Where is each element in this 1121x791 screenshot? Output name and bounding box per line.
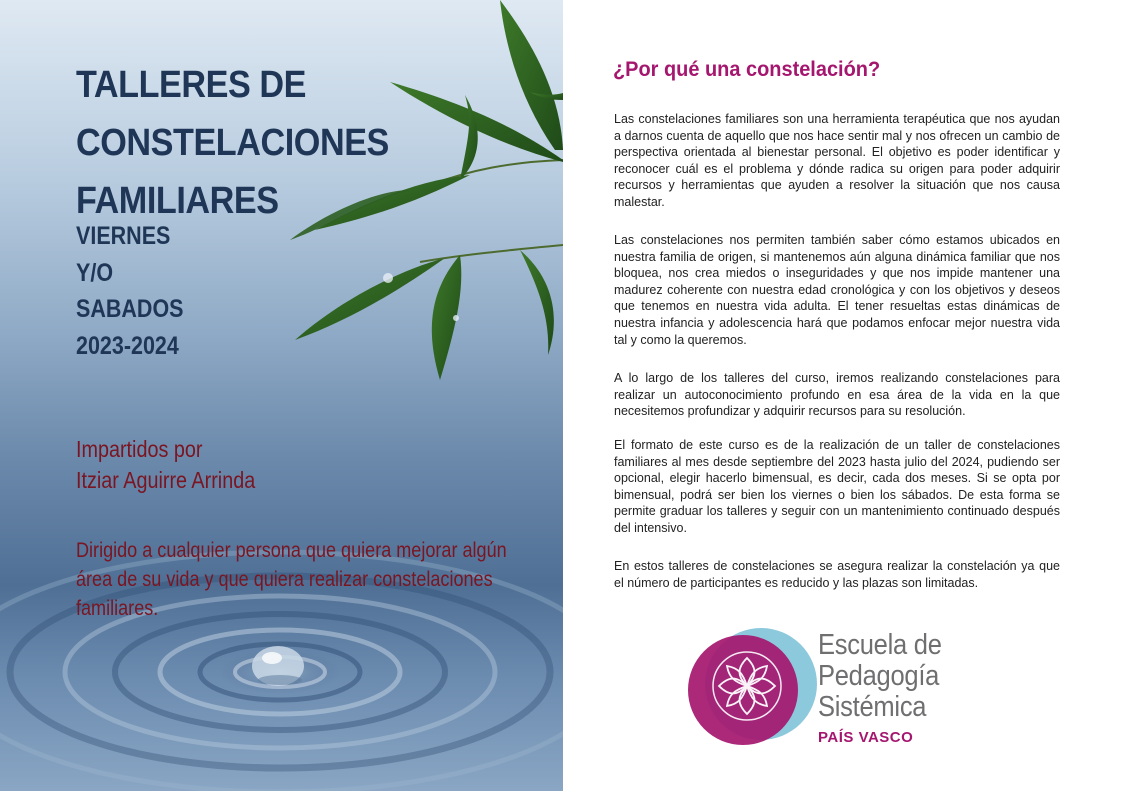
schedule-line: VIERNES xyxy=(76,222,171,250)
water-drop xyxy=(252,646,304,686)
logo-text-line: Sistémica xyxy=(818,691,927,723)
logo-text-line: Escuela de xyxy=(818,629,942,661)
paragraph: Las constelaciones familiares son una herramienta terapéutica que nos ayudan a darnos cuenta de aquello que nos hace sentir mal y nos ofrecen un cambio de perspectiva orientada al bienestar personal. El objetivo es poder identificar y reconocer cuál es el problema y dónde radica su origen para poder adquirir recursos y herramientas que ayuden a resolver la situación que nos causa malestar. xyxy=(614,112,1060,209)
instructor-name: Itziar Aguirre Arrinda xyxy=(76,467,256,493)
school-logo xyxy=(683,620,1003,750)
schedule-year: 2023-2024 xyxy=(76,331,179,360)
section-heading: ¿Por qué una constelación? xyxy=(613,58,881,81)
audience-line: área de su vida y que quiera realizar constelaciones xyxy=(76,568,493,591)
course-title xyxy=(76,56,424,230)
audience-text xyxy=(76,536,546,623)
logo-emblem-icon xyxy=(683,620,818,750)
imparted-label: Impartidos por xyxy=(76,436,203,462)
paragraph: A lo largo de los talleres del curso, iremos realizando constelaciones para realizar un autoconocimiento profundo en esa área de la vida en la que necesitemos profundizar y adquirir recursos para su resolución. xyxy=(614,371,1060,419)
audience-line: Dirigido a cualquier persona que quiera mejorar algún xyxy=(76,539,507,562)
title-line: FAMILIARES xyxy=(76,180,279,222)
audience-line: familiares. xyxy=(76,597,159,620)
schedule-line: SABADOS xyxy=(76,295,184,323)
paragraph: Las constelaciones nos permiten también saber cómo estamos ubicados en nuestra familia de origen, si mantenemos aún alguna dinámica familiar que nos bloquea, nos crea miedos o inseguridades y que nos impide mantener una madurez coherente con nuestra edad cronológica y con los objetivos y deseos que tenemos en nuestra vida adulta. El tener resueltas estas dinámicas de nuestra infancia y adolescencia hará que podamos enfocar mejor nuestra vida tal y como la queremos. xyxy=(614,233,1060,347)
instructor-block xyxy=(76,434,284,496)
paragraph: En estos talleres de constelaciones se asegura realizar la constelación ya que el número de participantes es reducido y las plazas son limitadas. xyxy=(614,559,1060,590)
schedule xyxy=(76,218,201,364)
logo-text-line: Pedagogía xyxy=(818,660,940,692)
info-panel xyxy=(563,0,1121,791)
schedule-line: Y/O xyxy=(76,258,114,287)
paragraph: El formato de este curso es de la realización de un taller de constelaciones familiares al mes desde septiembre del 2023 hasta julio del 2024, pudiendo ser opcional, elegir hacerlo bimensual, es decir, cada dos meses. Si se opta por bimensual, podrá ser bien los viernes o bien los sábados. De esta forma se permite graduar los talleres y seguir con un mantenimiento continuado después del intensivo. xyxy=(614,438,1060,535)
logo-region: PAÍS VASCO xyxy=(818,729,914,746)
title-line: TALLERES DE xyxy=(76,64,307,106)
title-line: CONSTELACIONES xyxy=(76,122,389,164)
